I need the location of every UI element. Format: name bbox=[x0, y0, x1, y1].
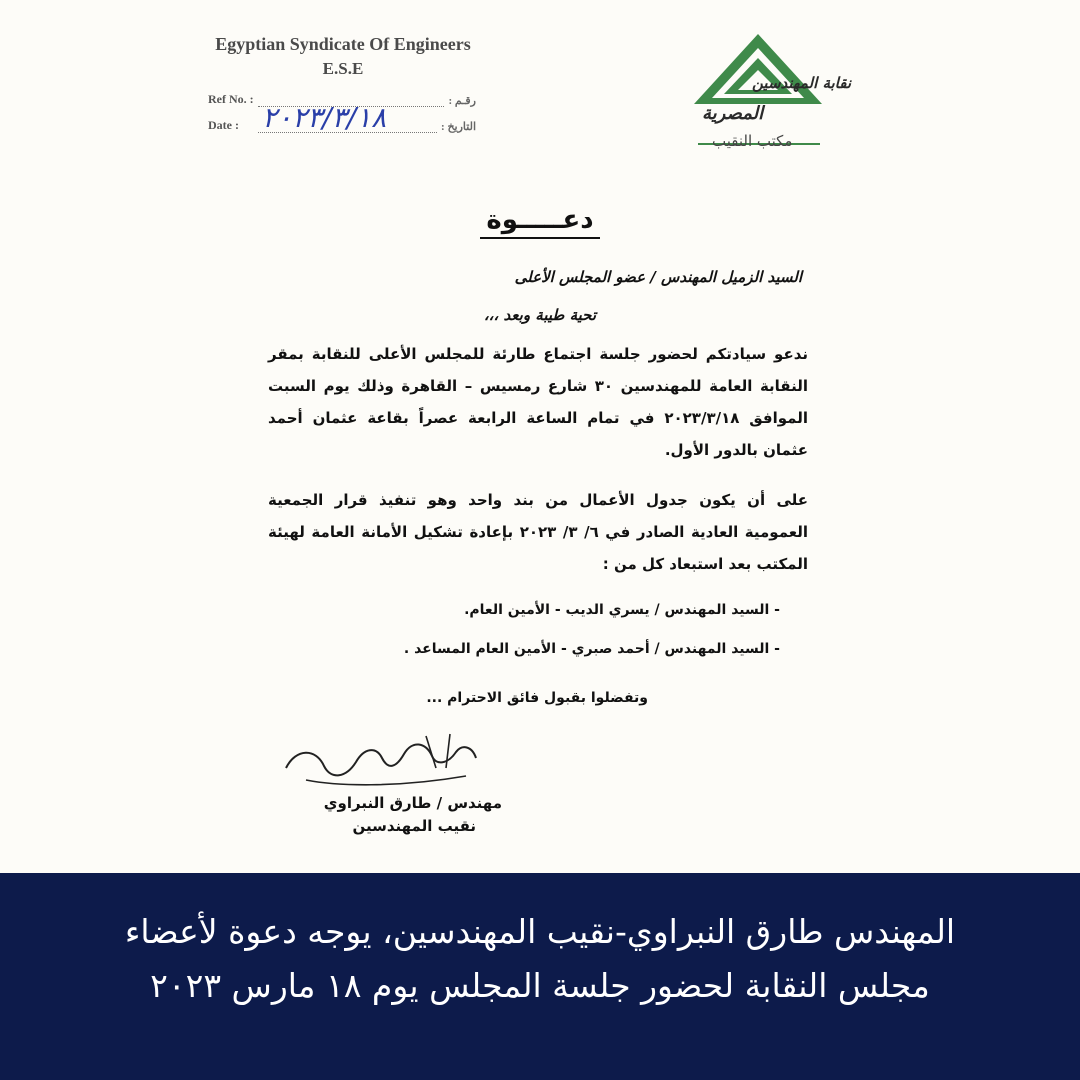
logo-text-office: مكتب النقيب bbox=[712, 132, 793, 150]
signer-name: مهندس / طارق النبراوي bbox=[323, 794, 502, 812]
org-abbr-en: E.S.E bbox=[322, 59, 364, 78]
ref-label-ar: رقـم : bbox=[448, 95, 476, 107]
signer-title: نقيب المهندسين bbox=[352, 817, 476, 835]
letter-closing: وتفضلوا بقبول فائق الاحترام ... bbox=[426, 690, 648, 706]
date-label-ar: التاريخ : bbox=[441, 121, 476, 133]
letter-addressee: السيد الزميل المهندس / عضو المجلس الأعلى bbox=[514, 268, 802, 286]
letter-paragraph-1: ندعو سيادتكم لحضور جلسة اجتماع طارئة للمجلس الأعلى للنقابة بمقر النقابة العامة للمهندسين ٣٠ شارع رمسيس – القاهرة وذلك يوم السبت الموافق ٢٠٢٣/٣/١٨ في تمام الساعة الرابعة عصراً بقاعة عثمان أحمد عثمان بالدور الأول. bbox=[268, 345, 808, 459]
org-name-en: Egyptian Syndicate Of Engineers bbox=[215, 34, 471, 54]
letter-greeting: تحية طيبة وبعد ،،، bbox=[483, 306, 596, 324]
banner-caption-line-2: مجلس النقابة لحضور جلسة المجلس يوم ١٨ مارس ٢٠٢٣ bbox=[150, 966, 930, 1005]
banner-caption-line-1: المهندس طارق النبراوي-نقيب المهندسين، يوجه دعوة لأعضاء bbox=[124, 912, 956, 951]
letterhead-english bbox=[207, 34, 479, 79]
excluded-member-item: - السيد المهندس / أحمد صبري - الأمين العام المساعد . bbox=[403, 641, 780, 657]
excluded-member-item: - السيد المهندس / يسري الديب - الأمين العام. bbox=[464, 602, 780, 618]
letter-title: دعـــــوة bbox=[480, 205, 600, 239]
logo-text-syndicate: نقابة المهندسين bbox=[752, 74, 852, 92]
date-label-en: Date : bbox=[208, 118, 239, 132]
letter-paragraph-2: على أن يكون جدول الأعمال من بند واحد وهو تنفيذ قرار الجمعية العمومية العادية الصادر في ٦/ ٣/ ٢٠٢٣ بإعادة تشكيل الأمانة العامة لهيئة المكتب بعد استبعاد كل من : bbox=[268, 491, 809, 573]
ref-label-en: Ref No. : bbox=[208, 92, 254, 106]
handwritten-date: ٢٠٢٣/٣/١٨ bbox=[262, 101, 387, 134]
logo-text-egyptian: المصرية bbox=[702, 103, 764, 124]
handwritten-signature bbox=[276, 728, 496, 798]
